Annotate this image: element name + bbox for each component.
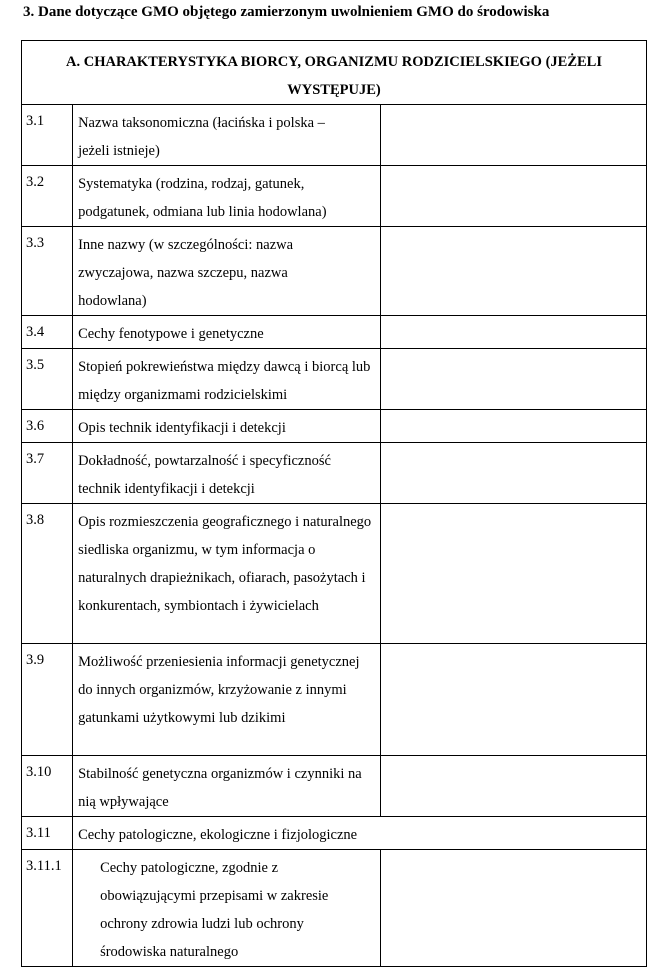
row-description: Stabilność genetyczna organizmów i czynniki na nią wpływające xyxy=(73,756,380,817)
document-heading: 3. Dane dotyczące GMO objętego zamierzonym uwolnieniem GMO do środowiska xyxy=(23,4,550,20)
table-row-3-4 xyxy=(22,316,647,349)
table-row-3-11-1 xyxy=(22,850,647,967)
row-value-field[interactable] xyxy=(380,166,646,227)
row-number: 3.5 xyxy=(22,349,73,410)
row-value-field[interactable] xyxy=(380,850,646,967)
row-number: 3.11.1 xyxy=(22,850,73,967)
table-row-3-9 xyxy=(22,644,647,756)
row-description: Nazwa taksonomiczna (łacińska i polska – jeżeli istnieje) xyxy=(73,105,380,166)
row-description: Inne nazwy (w szczególności: nazwa zwyczajowa, nazwa szczepu, nazwa hodowlana) xyxy=(73,227,380,316)
table-row-3-6 xyxy=(22,410,647,443)
characteristics-table xyxy=(21,40,647,967)
row-value-field[interactable] xyxy=(380,410,646,443)
row-number: 3.7 xyxy=(22,443,73,504)
row-number: 3.1 xyxy=(22,105,73,166)
row-number: 3.11 xyxy=(22,817,73,850)
row-value-field[interactable] xyxy=(380,105,646,166)
table-row-3-11 xyxy=(22,817,647,850)
row-value-field[interactable] xyxy=(380,316,646,349)
row-value-field[interactable] xyxy=(380,756,646,817)
row-description: Opis technik identyfikacji i detekcji xyxy=(73,410,380,443)
row-number: 3.2 xyxy=(22,166,73,227)
table-row-3-2 xyxy=(22,166,647,227)
row-number: 3.4 xyxy=(22,316,73,349)
table-row-3-7 xyxy=(22,443,647,504)
table-row-3-5 xyxy=(22,349,647,410)
row-description: Możliwość przeniesienia informacji genetycznej do innych organizmów, krzyżowanie z innymi gatunkami użytkowymi lub dzikimi xyxy=(73,644,380,756)
table-row-3-10 xyxy=(22,756,647,817)
section-title: A. CHARAKTERYSTYKA BIORCY, ORGANIZMU RODZICIELSKIEGO (JEŻELI WYSTĘPUJE) xyxy=(22,41,647,105)
row-number: 3.3 xyxy=(22,227,73,316)
table-row-3-8 xyxy=(22,504,647,644)
section-header-row xyxy=(22,41,647,105)
row-number: 3.9 xyxy=(22,644,73,756)
row-description: Cechy fenotypowe i genetyczne xyxy=(73,316,380,349)
row-number: 3.6 xyxy=(22,410,73,443)
row-value-field[interactable] xyxy=(380,349,646,410)
row-number: 3.8 xyxy=(22,504,73,644)
row-number: 3.10 xyxy=(22,756,73,817)
row-value-field[interactable] xyxy=(380,644,646,756)
row-value-field[interactable] xyxy=(380,504,646,644)
table-row-3-3 xyxy=(22,227,647,316)
row-description: Stopień pokrewieństwa między dawcą i biorcą lub między organizmami rodzicielskimi xyxy=(73,349,380,410)
row-value-field[interactable] xyxy=(380,227,646,316)
row-description: Cechy patologiczne, zgodnie z obowiązującymi przepisami w zakresie ochrony zdrowia ludzi lub ochrony środowiska naturalnego xyxy=(73,850,380,967)
row-description: Cechy patologiczne, ekologiczne i fizjologiczne xyxy=(73,817,647,850)
row-description: Opis rozmieszczenia geograficznego i naturalnego siedliska organizmu, w tym informacja o naturalnych drapieżnikach, ofiarach, pasożytach i konkurentach, symbiontach i żywicielach xyxy=(73,504,380,644)
row-description: Systematyka (rodzina, rodzaj, gatunek, podgatunek, odmiana lub linia hodowlana) xyxy=(73,166,380,227)
row-description: Dokładność, powtarzalność i specyficzność technik identyfikacji i detekcji xyxy=(73,443,380,504)
row-value-field[interactable] xyxy=(380,443,646,504)
table-row-3-1 xyxy=(22,105,647,166)
